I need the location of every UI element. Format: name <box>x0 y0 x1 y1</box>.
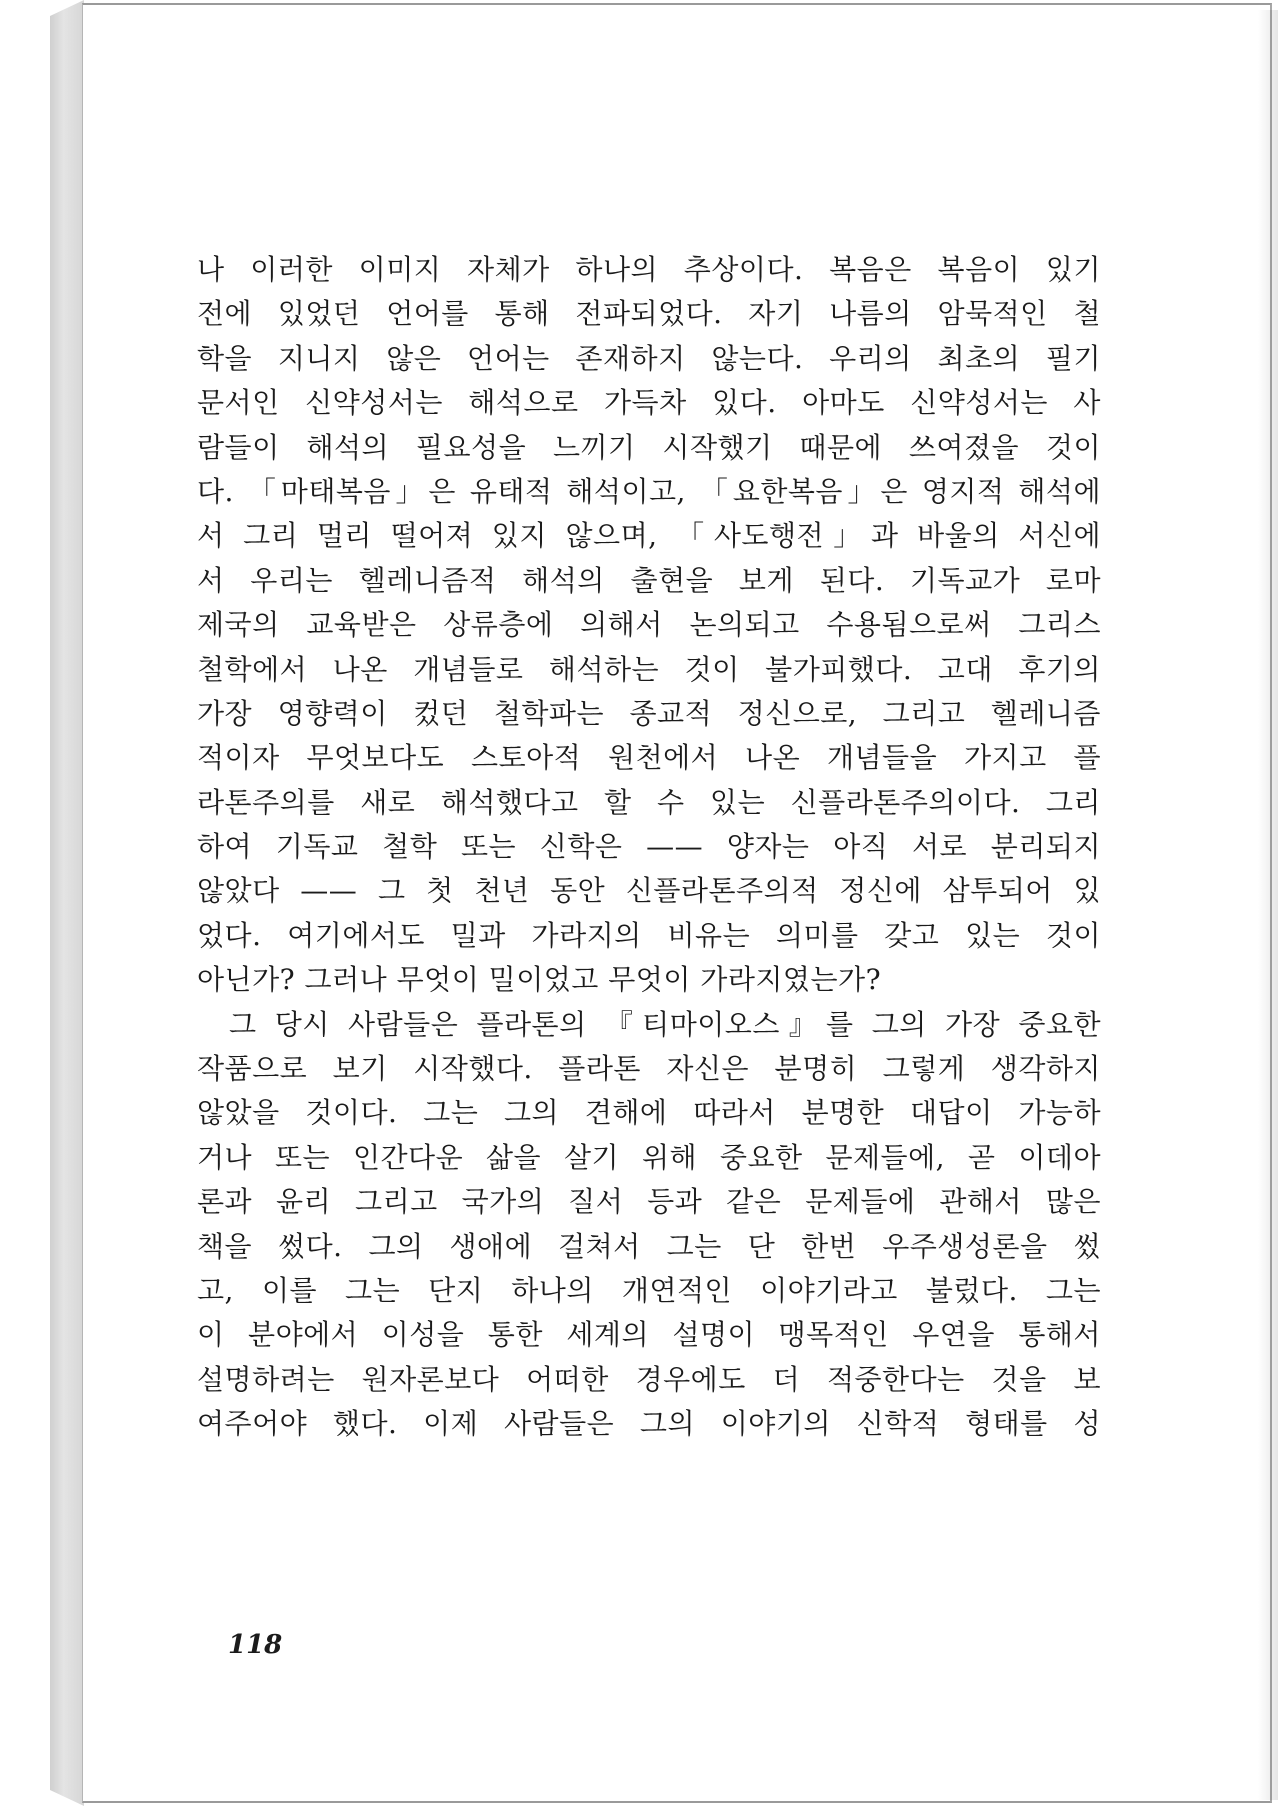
text-line: 않았다 —— 그 첫 천년 동안 신플라톤주의적 정신에 삼투되어 있 <box>197 874 1101 908</box>
text-line: 었다. 여기에서도 밀과 가라지의 비유는 의미를 갖고 있는 것이 <box>197 918 1101 952</box>
page-edge-shadow <box>1258 10 1278 1800</box>
text-line: 나 이러한 이미지 자체가 하나의 추상이다. 복음은 복음이 있기 <box>197 253 1101 286</box>
text-line: 여주어야 했다. 이제 사람들은 그의 이야기의 신학적 형태를 성 <box>197 1407 1101 1441</box>
text-line: 다. 「마태복음」은 유태적 해석이고, 「요한복음」은 영지적 해석에 <box>197 474 1101 508</box>
text-line: 전에 있었던 언어를 통해 전파되었다. 자기 나름의 암묵적인 철 <box>197 297 1101 331</box>
text-line: 서 그리 멀리 떨어져 있지 않으며, 「사도행전」과 바울의 서신에 <box>197 519 1101 553</box>
text-line: 서 우리는 헬레니즘적 해석의 출현을 보게 된다. 기독교가 로마 <box>197 563 1101 597</box>
text-line: 설명하려는 원자론보다 어떠한 경우에도 더 적중한다는 것을 보 <box>197 1362 1101 1396</box>
text-line: 이 분야에서 이성을 통한 세계의 설명이 맹목적인 우연을 통해서 <box>197 1318 1101 1352</box>
text-line: 철학에서 나온 개념들로 해석하는 것이 불가피했다. 고대 후기의 <box>197 652 1101 686</box>
page-number: 118 <box>228 1630 283 1660</box>
text-line: 라톤주의를 새로 해석했다고 할 수 있는 신플라톤주의이다. 그리 <box>197 785 1101 819</box>
text-line: 고, 이를 그는 단지 하나의 개연적인 이야기라고 불렀다. 그는 <box>197 1273 1101 1307</box>
text-line: 적이자 무엇보다도 스토아적 원천에서 나온 개념들을 가지고 플 <box>197 741 1101 775</box>
text-line: 않았을 것이다. 그는 그의 견해에 따라서 분명한 대답이 가능하 <box>197 1096 1101 1130</box>
text-line: 작품으로 보기 시작했다. 플라톤 자신은 분명히 그렇게 생각하지 <box>197 1052 1101 1086</box>
text-line: 하여 기독교 철학 또는 신학은 —— 양자는 아직 서로 분리되지 <box>197 830 1101 864</box>
text-line: 문서인 신약성서는 해석으로 가득차 있다. 아마도 신약성서는 사 <box>197 386 1101 420</box>
text-line: 아닌가? 그러나 무엇이 밀이었고 무엇이 가라지였는가? <box>197 963 882 997</box>
body-text <box>197 248 1101 1447</box>
text-line: 람들이 해석의 필요성을 느끼기 시작했기 때문에 쓰여졌을 것이 <box>197 430 1101 464</box>
text-line: 학을 지니지 않은 언어는 존재하지 않는다. 우리의 최초의 필기 <box>197 341 1101 375</box>
book-spine-edge <box>50 0 84 1806</box>
text-line: 가장 영향력이 컸던 철학파는 종교적 정신으로, 그리고 헬레니즘 <box>197 696 1101 730</box>
text-line: 론과 윤리 그리고 국가의 질서 등과 같은 문제들에 관해서 많은 <box>197 1185 1101 1219</box>
text-line: 제국의 교육받은 상류층에 의해서 논의되고 수용됨으로써 그리스 <box>197 608 1101 642</box>
text-line: 책을 썼다. 그의 생애에 걸쳐서 그는 단 한번 우주생성론을 썼 <box>197 1229 1101 1263</box>
paragraph-start-line: 그 당시 사람들은 플라톤의 『티마이오스』를 그의 가장 중요한 <box>229 1007 1101 1041</box>
text-line: 거나 또는 인간다운 삶을 살기 위해 중요한 문제들에, 곧 이데아 <box>197 1140 1101 1174</box>
